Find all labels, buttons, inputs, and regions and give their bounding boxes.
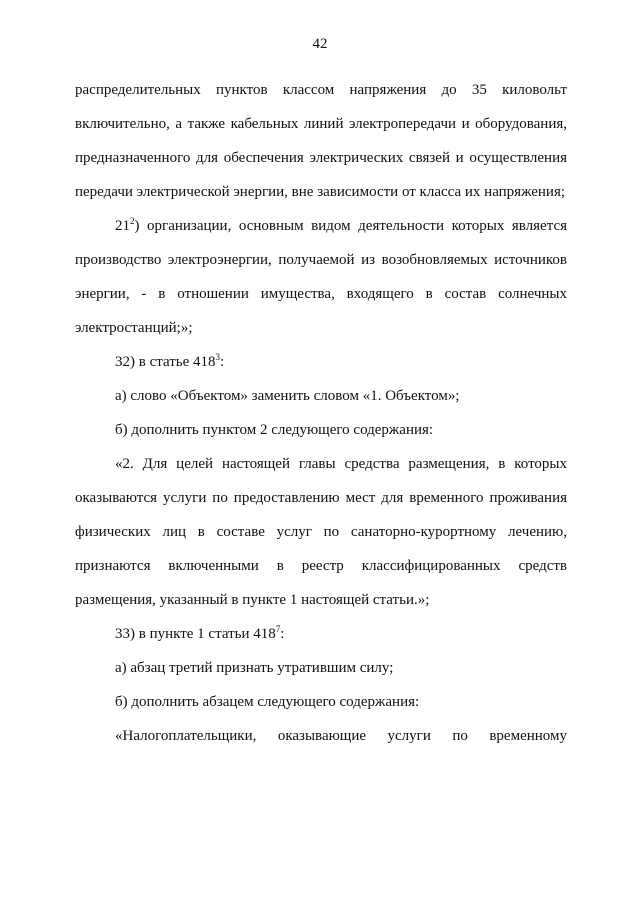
paragraph-text: : [280, 626, 285, 642]
paragraph [75, 73, 567, 209]
paragraph-text: «2. Для целей настоящей главы средства размещения, в которых оказываются услуги по предоставлению мест для временного проживания физических лиц в составе услуг по санаторно-курортному лечению, признаются включенными в реестр классифицированных средств размещения, указанный в пункте 1 настоящей статьи.»; [75, 456, 567, 608]
paragraph [75, 447, 567, 617]
paragraph-text: 33) в пункте 1 статьи 418 [115, 626, 276, 642]
document-body [75, 73, 567, 753]
page-number: 42 [312, 36, 328, 52]
paragraph-text: а) абзац третий признать утратившим силу; [115, 660, 394, 676]
paragraph [75, 379, 567, 413]
paragraph-text: б) дополнить абзацем следующего содержания: [115, 694, 420, 710]
paragraph-text: б) дополнить пунктом 2 следующего содержания: [115, 422, 434, 438]
paragraph-text: 32) в статье 418 [115, 354, 216, 370]
paragraph-text: 21 [115, 218, 130, 234]
paragraph [75, 651, 567, 685]
paragraph-text: «Налогоплательщики, оказывающие услуги по временному [115, 728, 567, 744]
paragraph-text: а) слово «Объектом» заменить словом «1. Объектом»; [115, 388, 460, 404]
paragraph-text: : [220, 354, 225, 370]
paragraph [75, 617, 567, 651]
paragraph [75, 685, 567, 719]
paragraph-text: распределительных пунктов классом напряжения до 35 киловольт включительно, а также кабельных линий электропередачи и оборудования, предназначенного для обеспечения электрических связей и осуществления передачи электрической энергии, вне зависимости от класса их напряжения; [75, 82, 567, 200]
superscript: 7 [275, 624, 281, 634]
paragraph [75, 719, 567, 753]
paragraph [75, 209, 567, 345]
paragraph-text: ) организации, основным видом деятельности которых является производство электроэнергии, получаемой из возобновляемых источников энергии, - в отношении имущества, входящего в состав солнечных электростанций;»; [75, 218, 567, 336]
paragraph [75, 345, 567, 379]
superscript: 2 [130, 216, 135, 226]
paragraph [75, 413, 567, 447]
superscript: 3 [215, 352, 221, 362]
